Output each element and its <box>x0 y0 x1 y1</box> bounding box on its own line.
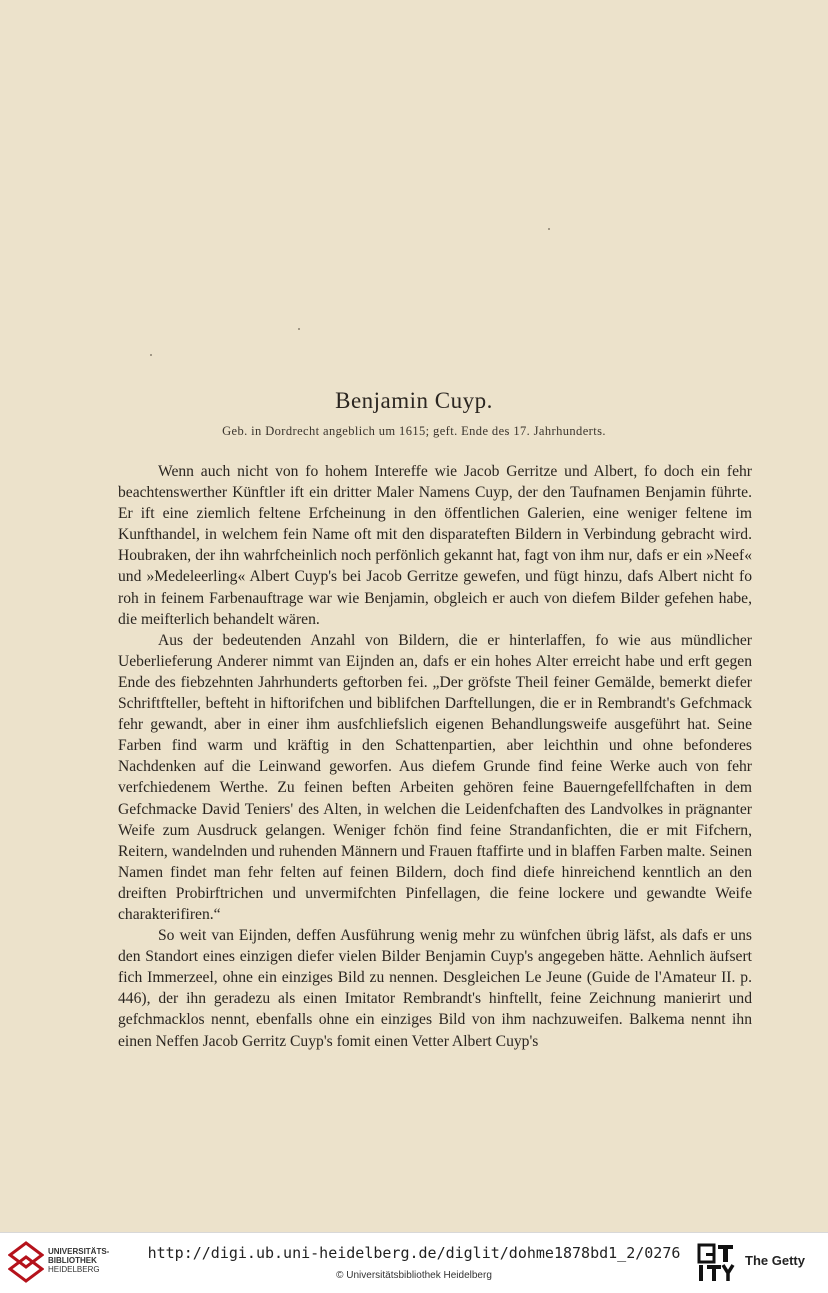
getty-logo-icon[interactable] <box>697 1243 735 1283</box>
page-subtitle: Geb. in Dordrecht angeblich um 1615; geft. Ende des 17. Jahrhunderts. <box>222 424 606 438</box>
institution-line: UNIVERSITÄTS- <box>48 1247 110 1256</box>
body-text <box>118 461 752 1052</box>
page-title: Benjamin Cuyp. <box>335 388 493 413</box>
partner-name: The Getty <box>745 1253 805 1268</box>
paper-speck <box>548 228 550 230</box>
paragraph: So weit van Eijnden, deffen Ausführung wenig mehr zu wünfchen übrig läfst, als dafs er uns den Standort eines einzigen diefer vielen Bilder Benjamin Cuyp's angegeben hätte. Aehnlich äufsert fich Immerzeel, ohne ein einziges Bild zu nennen. Desgleichen Le Jeune (Guide de l'Amateur II. p. 446), der ihn geradezu als einen Imitator Rembrandt's hinftellt, feine Zeichnung manierirt und gefchmacklos nennt, ebenfalls ohne ein einziges Bild von ihm nachzuweifen. Balkema nennt ihn einen Neffen Jacob Gerritz Cuyp's fomit einen Vetter Albert Cuyp's <box>118 927 752 1050</box>
paper-speck <box>150 354 152 356</box>
institution-line: BIBLIOTHEK <box>48 1256 97 1265</box>
paper-speck <box>298 328 300 330</box>
copyright-notice: © Universitätsbibliothek Heidelberg <box>336 1270 492 1281</box>
institution-line: HEIDELBERG <box>48 1265 100 1274</box>
permalink-url[interactable]: http://digi.ub.uni-heidelberg.de/diglit/dohme1878bd1_2/0276 <box>147 1244 681 1262</box>
paragraph: Aus der bedeutenden Anzahl von Bildern, die er hinterlaffen, fo wie aus mündlicher Ueberlieferung Anderer nimmt van Eijnden an, dafs er ein hohes Alter erreicht habe und erft gegen Ende des fiebzehnten Jahrhunderts geftorben fei. „Der gröfste Theil feiner Gemälde, bemerkt diefer Schriftfteller, befteht in hiftorifchen und biblifchen Darftellungen, die er in Rembrandt's Gefchmack fehr gewandt, aber in einer ihm ausfchliefslich eigenen Behandlungsweife ausgeführt hat. Seine Farben find warm und kräftig in den Schattenpartien, aber leichthin und ohne befonderes Nachdenken auf die Leinwand geworfen. Aus diefem Grunde find feine Werke auch von fehr verfchiedenem Werthe. Zu feinen beften Arbeiten gehören feine Bauerngefellfchaften in dem Gefchmacke David Teniers' des Alten, in welchen die Leidenfchaften des Landvolkes in prägnanter Weife zum Ausdruck gelangen. Weniger fchön find feine Strandanfichten, die er mit Fifchern, Reitern, wandelnden und ruhenden Männern und Frauen ftaffirte und in blaffen Farben malte. Seinen Namen findet man fehr felten auf feinen Bildern, doch find diefe hinreichend kenntlich an den dreiften Probirftrichen und unvermifchten Pinfellagen, die feine lockere und gewandte Weife charakterifiren.“ <box>118 631 752 923</box>
paragraph: Wenn auch nicht von fo hohem Intereffe wie Jacob Gerritze und Albert, fo doch ein fehr beachtenswerther Künftler ift ein dritter Maler Namens Cuyp, der den Taufnamen Benjamin führte. Er ift eine ziemlich feltene Erfcheinung in den öffentlichen Galerien, eine weniger feltene im Kunfthandel, in welchem fein Name oft mit den disparateften Bildern in Verbindung gebracht wird. Houbraken, der ihn wahrfcheinlich noch perfönlich gekannt hat, fagt von ihm nur, dafs er ein »Neef« und »Medeleerling« Albert Cuyp's bei Jacob Gerritze gewefen, und fügt hinzu, dafs Albert nicht fo roh in feinem Farbenauftrage war wie Benjamin, obgleich er auch von diefem Bilder gefehen habe, die meifterlich behandelt wären. <box>118 463 752 628</box>
viewer-footer <box>0 1232 828 1293</box>
